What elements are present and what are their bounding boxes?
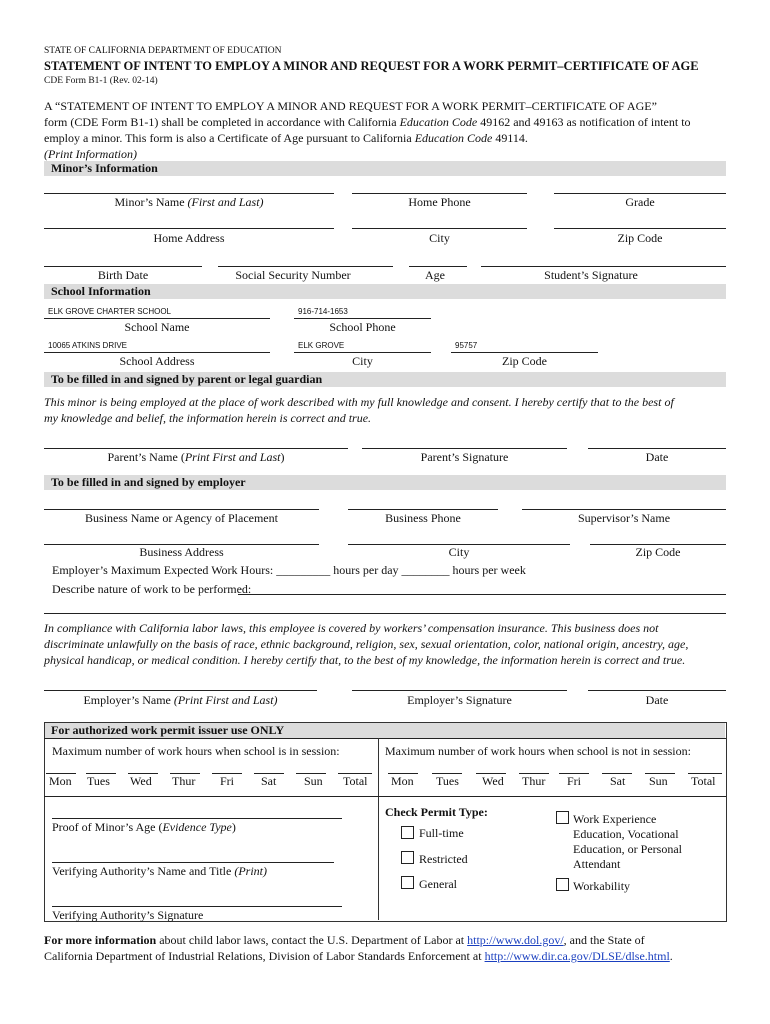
form-title: STATEMENT OF INTENT TO EMPLOY A MINOR AND REQUEST FOR A WORK PERMIT–CERTIFICATE OF AGE	[44, 59, 699, 73]
age-label: Age	[425, 268, 445, 282]
home-phone-label: Home Phone	[408, 195, 471, 209]
verifying-name-label: Verifying Authority’s Name and Title (Print)	[52, 864, 267, 878]
student-signature-field[interactable]	[481, 266, 726, 267]
intro-paragraph	[44, 98, 726, 146]
minor-name-label: Minor’s Name (First and Last)	[114, 195, 264, 209]
in-session-day-sat: Sat	[261, 774, 277, 788]
out-session-day-total: Total	[691, 774, 716, 788]
issuer-column-divider	[378, 738, 379, 920]
school-address-value[interactable]: 10065 ATKINS DRIVE	[48, 341, 127, 350]
out-session-day-sun: Sun	[649, 774, 668, 788]
restricted-checkbox[interactable]	[401, 851, 414, 864]
in-session-day-fri: Fri	[220, 774, 235, 788]
ssn-field[interactable]	[218, 266, 393, 267]
general-label: General	[419, 877, 457, 891]
describe-work-field-2[interactable]	[44, 613, 726, 614]
intro-line-3: employ a minor. This form is also a Certificate of Age pursuant to California Education Code 49114.	[44, 131, 528, 145]
form-id: CDE Form B1-1 (Rev. 02-14)	[44, 76, 158, 86]
grade-label: Grade	[625, 195, 655, 209]
school-city-line	[294, 352, 431, 353]
in-session-day-wed: Wed	[130, 774, 152, 788]
school-city-value[interactable]: ELK GROVE	[298, 341, 345, 350]
in-session-day-tues: Tues	[87, 774, 110, 788]
full-time-label: Full-time	[419, 826, 464, 840]
employer-name-field[interactable]	[44, 690, 317, 691]
describe-work-field[interactable]	[238, 594, 726, 595]
home-address-label: Home Address	[153, 231, 225, 245]
employer-date-label: Date	[645, 693, 669, 707]
intro-line-2: form (CDE Form B1-1) shall be completed in accordance with California Education Code 49162 and 49163 as notification of intent to	[44, 115, 691, 129]
out-session-day-wed: Wed	[482, 774, 504, 788]
school-address-label: School Address	[119, 354, 195, 368]
work-experience-checkbox[interactable]	[556, 811, 569, 824]
school-phone-line	[294, 318, 431, 319]
parent-name-field[interactable]	[44, 448, 348, 449]
employer-name-label: Employer’s Name (Print First and Last)	[83, 693, 278, 707]
verifying-signature-field[interactable]	[52, 906, 342, 907]
birth-date-field[interactable]	[44, 266, 202, 267]
school-name-label: School Name	[124, 320, 190, 334]
general-checkbox[interactable]	[401, 876, 414, 889]
in-session-day-mon: Mon	[49, 774, 72, 788]
school-zip-value[interactable]: 95757	[455, 341, 478, 350]
school-phone-value[interactable]: 916-714-1653	[298, 307, 348, 316]
proof-of-age-field[interactable]	[52, 818, 342, 819]
student-signature-label: Student’s Signature	[544, 268, 638, 282]
minor-city-label: City	[429, 231, 450, 245]
parent-section-header: To be filled in and signed by parent or legal guardian	[44, 372, 726, 387]
work-experience-label: Work Experience Education, Vocational Education, or Personal Attendant	[573, 812, 682, 871]
out-session-day-tues: Tues	[436, 774, 459, 788]
proof-of-age-label: Proof of Minor’s Age (Evidence Type)	[52, 820, 236, 834]
workability-label: Workability	[573, 879, 631, 893]
footer-info	[44, 932, 726, 964]
business-zip-label: Zip Code	[635, 545, 681, 559]
parent-name-label: Parent’s Name (Print First and Last)	[107, 450, 285, 464]
minor-zip-field[interactable]	[554, 228, 726, 229]
agency-name: STATE OF CALIFORNIA DEPARTMENT OF EDUCATION	[44, 46, 282, 56]
minor-city-field[interactable]	[352, 228, 527, 229]
intro-line-1: A “STATEMENT OF INTENT TO EMPLOY A MINOR AND REQUEST FOR A WORK PERMIT–CERTIFICATE OF AGE”	[44, 99, 657, 113]
employer-signature-label: Employer’s Signature	[407, 693, 512, 707]
business-phone-field[interactable]	[348, 509, 498, 510]
supervisor-name-field[interactable]	[522, 509, 726, 510]
out-session-day-fri: Fri	[567, 774, 582, 788]
describe-work-label: Describe nature of work to be performed:	[52, 582, 252, 596]
in-session-day-sun: Sun	[304, 774, 323, 788]
parent-date-field[interactable]	[588, 448, 726, 449]
out-session-day-mon: Mon	[391, 774, 414, 788]
dol-link[interactable]: http://www.dol.gov/	[467, 933, 564, 947]
school-name-line	[44, 318, 270, 319]
grade-field[interactable]	[554, 193, 726, 194]
minor-name-field[interactable]	[44, 193, 334, 194]
employer-section-header: To be filled in and signed by employer	[44, 475, 726, 490]
in-session-day-thur: Thur	[172, 774, 196, 788]
print-info-note: (Print Information)	[44, 147, 137, 161]
ssn-label: Social Security Number	[235, 268, 351, 282]
supervisor-name-label: Supervisor’s Name	[577, 511, 671, 525]
parent-statement: This minor is being employed at the place of work described with my full knowledge and consent. I hereby certify that to the best of my knowledge and belief, the information herein is correct and true.	[44, 395, 674, 425]
minor-section-header: Minor’s Information	[44, 161, 726, 176]
out-session-day-thur: Thur	[522, 774, 546, 788]
in-session-label: Maximum number of work hours when school is in session:	[52, 744, 340, 758]
business-phone-label: Business Phone	[385, 511, 461, 525]
school-city-label: City	[352, 354, 373, 368]
full-time-checkbox[interactable]	[401, 826, 414, 839]
business-address-label: Business Address	[139, 545, 224, 559]
out-session-day-sat: Sat	[610, 774, 626, 788]
verifying-signature-label: Verifying Authority’s Signature	[52, 908, 204, 922]
age-field[interactable]	[409, 266, 467, 267]
school-zip-line	[451, 352, 598, 353]
compliance-statement: In compliance with California labor laws, this employee is covered by workers’ compensation insurance. This business does not discriminate unlawfully on the basis of race, ethnic background, religion, sex, sexual orientation, color, national origin, ancestry, age, physical handicap, or medical condition. I hereby certify that, to the best of my knowledge, the information herein is correct and true.	[44, 621, 689, 667]
in-session-day-total: Total	[343, 774, 368, 788]
dlse-link[interactable]: http://www.dir.ca.gov/DLSE/dlse.html	[484, 949, 670, 963]
home-address-field[interactable]	[44, 228, 334, 229]
parent-signature-label: Parent’s Signature	[420, 450, 509, 464]
school-phone-label: School Phone	[329, 320, 396, 334]
issuer-header-divider	[44, 738, 726, 739]
issuer-section-header: For authorized work permit issuer use ONLY	[45, 723, 725, 738]
birth-date-label: Birth Date	[97, 268, 149, 282]
school-section-header: School Information	[44, 284, 726, 299]
verifying-name-field[interactable]	[52, 862, 334, 863]
restricted-label: Restricted	[419, 852, 468, 866]
max-hours-line[interactable]: Employer’s Maximum Expected Work Hours: _________ hours per day ________ hours per week	[52, 563, 526, 577]
footer-line-1: For more information about child labor laws, contact the U.S. Department of Labor at http://www.dol.gov/, and the State of	[44, 933, 645, 947]
school-name-value[interactable]: ELK GROVE CHARTER SCHOOL	[48, 307, 171, 316]
school-address-line	[44, 352, 270, 353]
business-city-label: City	[448, 545, 470, 559]
issuer-hours-divider	[44, 796, 726, 797]
school-zip-label: Zip Code	[502, 354, 547, 368]
business-name-label: Business Name or Agency of Placement	[85, 511, 278, 525]
workability-checkbox[interactable]	[556, 878, 569, 891]
check-permit-type-label: Check Permit Type:	[385, 805, 488, 819]
business-name-field[interactable]	[44, 509, 319, 510]
minor-zip-label: Zip Code	[617, 231, 663, 245]
home-phone-field[interactable]	[352, 193, 527, 194]
parent-date-label: Date	[645, 450, 669, 464]
not-in-session-label: Maximum number of work hours when school is not in session:	[385, 744, 691, 758]
employer-date-field[interactable]	[588, 690, 726, 691]
employer-signature-field[interactable]	[352, 690, 567, 691]
parent-signature-field[interactable]	[362, 448, 567, 449]
footer-line-2: California Department of Industrial Relations, Division of Labor Standards Enforcement at http://www.dir.ca.gov/DLSE/dlse.html.	[44, 949, 673, 963]
